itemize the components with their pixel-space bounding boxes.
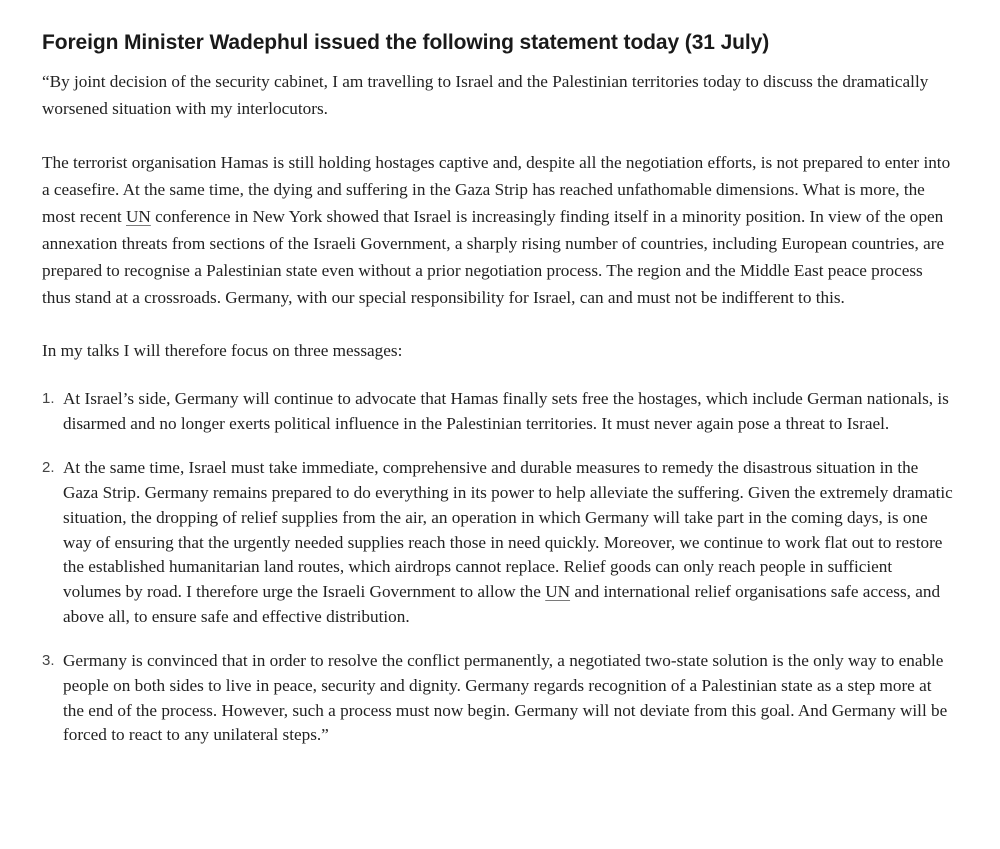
message-text-end: and international relief organisations safe access, and above all, to ensure safe and effective distribution. <box>63 581 941 626</box>
un-abbreviation[interactable]: UN <box>126 207 151 226</box>
intro-paragraph: “By joint decision of the security cabinet, I am travelling to Israel and the Palestinian territories today to discuss the dramatically worsened situation with my interlocutors. <box>42 72 929 118</box>
message-text: At Israel’s side, Germany will continue to advocate that Hamas finally sets free the hostages, which include German nationals, is disarmed and no longer exerts political influence in the Palestinian territories. It must never again pose a threat to Israel. <box>63 389 949 433</box>
context-text-start: The terrorist organisation Hamas is still holding hostages captive and, despite all the negotiation efforts, is not prepared to enter into a ceasefire. At the same time, the dying and suffering in the Gaza Strip has reached unfathomable dimensions. What is more, the most recent <box>42 153 951 226</box>
un-abbreviation[interactable]: UN <box>545 581 571 601</box>
message-text <box>63 458 953 625</box>
list-number: 1. <box>42 390 55 407</box>
focus-intro: In my talks I will therefore focus on three messages: <box>42 341 403 360</box>
list-number: 2. <box>42 459 55 477</box>
list-item <box>42 649 954 748</box>
list-item <box>42 456 954 629</box>
message-text-start: At the same time, Israel must take immediate, comprehensive and durable measures to remedy the disastrous situation in the Gaza Strip. Germany remains prepared to do everything in its power to help alleviate the suffering. Given the extremely dramatic situation, the dropping of relief supplies from the air, an operation in which Germany will take part in the coming days, is one way of ensuring that the urgently needed supplies reach those in need quickly. Moreover, we continue to work flat out to restore the established humanitarian land routes, which airdrops cannot replace. Relief goods can only reach people in sufficient volumes by road. I therefore urge the Israeli Government to allow the <box>63 458 953 601</box>
article <box>42 28 954 768</box>
article-title: Foreign Minister Wadephul issued the following statement today (31 July) <box>42 31 770 54</box>
context-text-end: conference in New York showed that Israel is increasingly finding itself in a minority position. In view of the open annexation threats from sections of the Israeli Government, a sharply rising number of countries, including European countries, are prepared to recognise a Palestinian state even without a prior negotiation process. The region and the Middle East peace process thus stand at a crossroads. Germany, with our special responsibility for Israel, can and must not be indifferent to this. <box>42 207 945 307</box>
list-number: 3. <box>42 652 55 670</box>
context-paragraph <box>42 149 954 311</box>
message-text: Germany is convinced that in order to resolve the conflict permanently, a negotiated two-state solution is the only way to enable people on both sides to live in peace, security and dignity. Germany regards recognition of a Palestinian state as a step more at the end of the process. However, such a process must now begin. Germany will not deviate from this goal. And Germany will be forced to react to any unilateral steps.” <box>63 651 948 745</box>
list-item <box>42 387 954 436</box>
messages-list <box>42 387 954 748</box>
